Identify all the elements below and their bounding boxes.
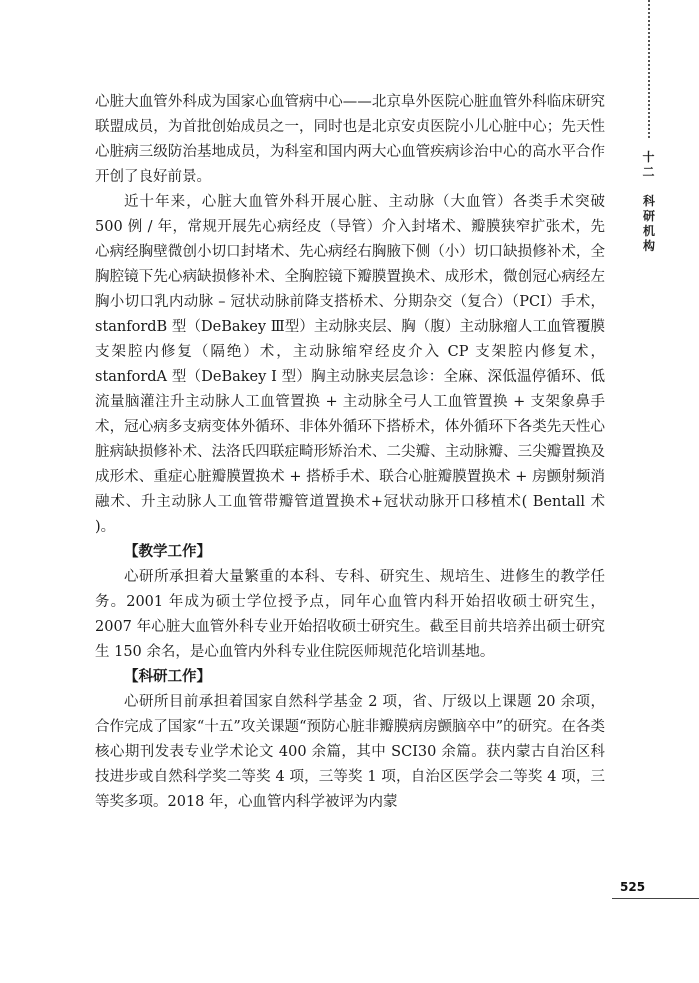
chapter-title-char: 科	[642, 194, 655, 208]
paragraph-continuation: 心脏大血管外科成为国家心血管病中心——北京阜外医院心脏血管外科临床研究联盟成员，为首批创始成员之一，同时也是北京安贞医院小儿心脏中心；先天性心脏病三级防治基地成员，为科室和国内两大心血管疾病诊治中心的高水平合作开创了良好前景。	[95, 94, 605, 185]
margin-dotted-line	[648, 0, 650, 138]
section-heading-research: 【科研工作】	[124, 669, 211, 685]
section-heading-teaching: 【教学工作】	[124, 544, 211, 560]
chapter-side-label	[640, 150, 658, 254]
paragraph-surgery: 近十年来，心脏大血管外科开展心脏、主动脉（大血管）各类手术突破 500 例 / 年，常规开展先心病经皮（导管）介入封堵术、瓣膜狭窄扩张术，先心病经胸壁微创小切口封堵术、先心病经右胸腋下侧（小）切口缺损修补术，全胸腔镜下先心病缺损修补术、全胸腔镜下瓣膜置换术、成形术，微创冠心病经左胸小切口乳内动脉 – 冠状动脉前降支搭桥术、分期杂交（复合）（PCI）手术，stanfordB 型（DeBakey Ⅲ型）主动脉夹层、胸（腹）主动脉瘤人工血管覆膜支架腔内修复（隔绝）术，主动脉缩窄经皮介入 CP 支架腔内修复术，stanfordA 型（DeBakey I 型）胸主动脉夹层急诊：全麻、深低温停循环、低流量脑灌注升主动脉人工血管置换 + 主动脉全弓人工血管置换 + 支架象鼻手术，冠心病多支病变体外循环、非体外循环下搭桥术，体外循环下各类先天性心脏病缺损修补术、法洛氏四联症畸形矫治术、二尖瓣、主动脉瓣、三尖瓣置换及成形术、重症心脏瓣膜置换术 + 搭桥手术、联合心脏瓣膜置换术 + 房颤射频消融术、升主动脉人工血管带瓣管道置换术+冠状动脉开口移植术( Bentall 术 )。	[95, 194, 605, 535]
chapter-number: 十二	[642, 150, 656, 179]
chapter-title-char: 构	[642, 239, 655, 253]
chapter-title-char: 研	[642, 209, 655, 223]
chapter-title-char: 机	[642, 224, 655, 238]
paragraph-research: 心研所目前承担着国家自然科学基金 2 项，省、厅级以上课题 20 余项，合作完成了国家“十五”攻关课题“预防心脏非瓣膜病房颤脑卒中”的研究。在各类核心期刊发表专业学术论文 400 余篇，其中 SCI30 余篇。获内蒙古自治区科技进步或自然科学奖二等奖 4 项，三等奖 1 项，自治区医学会二等奖 4 项，三等奖多项。2018 年，心血管内科学被评为内蒙	[95, 694, 605, 810]
paragraph-teaching: 心研所承担着大量繁重的本科、专科、研究生、规培生、进修生的教学任务。2001 年成为硕士学位授予点，同年心血管内科开始招收硕士研究生，2007 年心脏大血管外科专业开始招收硕士研究生。截至目前共培养出硕士研究生 150 余名，是心血管内外科专业住院医师规范化培训基地。	[95, 569, 605, 660]
page-number: 525	[620, 880, 646, 894]
footer-rule	[612, 898, 699, 899]
page-body	[95, 90, 605, 815]
